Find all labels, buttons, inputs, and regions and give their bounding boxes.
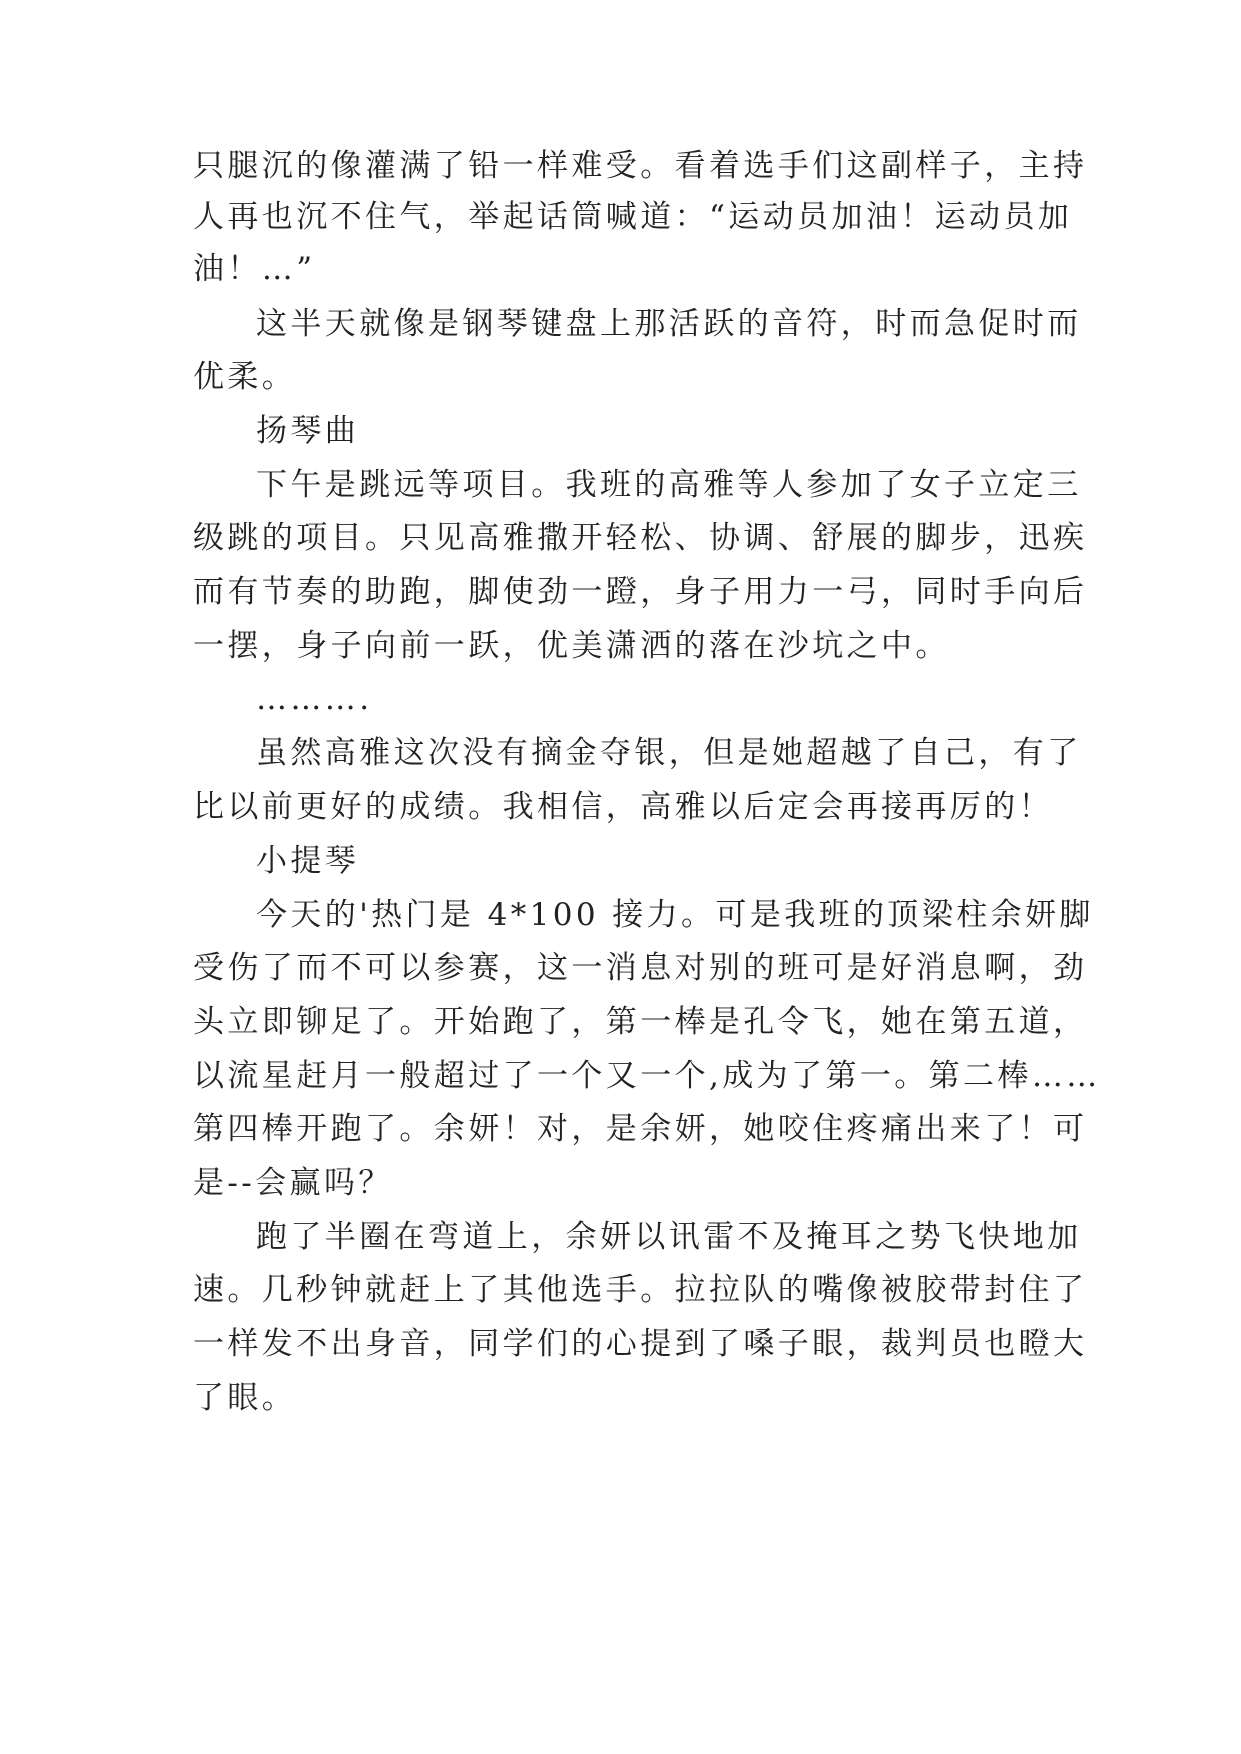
section-heading: 小提琴 (256, 843, 360, 879)
text-line: 是--会赢吗？ (193, 1165, 393, 1201)
text-line: 优柔。 (193, 359, 297, 395)
text-line: 而有节奏的助跑，脚使劲一蹬，身子用力一弓，同时手向后 (193, 574, 1088, 610)
text-line: 了眼。 (193, 1380, 297, 1416)
paragraph-first-line: 今天的'热门是 4*100 接力。可是我班的顶梁柱余妍脚 (256, 897, 1094, 933)
paragraph-first-line: 这半天就像是钢琴键盘上那活跃的音符，时而急促时而 (256, 306, 1082, 342)
section-heading: 扬琴曲 (256, 413, 360, 449)
text-line: 比以前更好的成绩。我相信，高雅以后定会再接再厉的！ (193, 789, 1053, 825)
text-line: 级跳的项目。只见高雅撒开轻松、协调、舒展的脚步，迅疾 (193, 520, 1088, 556)
text-line: 一样发不出身音，同学们的心提到了嗓子眼，裁判员也瞪大 (193, 1326, 1088, 1362)
text-line: 只腿沉的像灌满了铅一样难受。看着选手们这副样子，主持 (193, 148, 1088, 184)
paragraph-first-line: 虽然高雅这次没有摘金夺银，但是她超越了自己，有了 (256, 735, 1082, 771)
text-line: 速。几秒钟就赶上了其他选手。拉拉队的嘴像被胶带封住了 (193, 1272, 1088, 1308)
text-line: 油！…” (193, 251, 316, 287)
paragraph-first-line: 下午是跳远等项目。我班的高雅等人参加了女子立定三 (256, 467, 1082, 503)
text-line: 受伤了而不可以参赛，这一消息对别的班可是好消息啊，劲 (193, 950, 1088, 986)
ellipsis-line: ………. (256, 681, 373, 717)
text-line: 人再也沉不住气，举起话筒喊道：“运动员加油！运动员加 (193, 199, 1073, 235)
paragraph-first-line: 跑了半圈在弯道上，余妍以讯雷不及掩耳之势飞快地加 (256, 1219, 1082, 1255)
text-line: 以流星赶月一般超过了一个又一个,成为了第一。第二棒…… (193, 1058, 1101, 1094)
text-line: 头立即铆足了。开始跑了，第一棒是孔令飞，她在第五道， (193, 1004, 1088, 1040)
text-line: 一摆，身子向前一跃，优美潇洒的落在沙坑之中。 (193, 628, 950, 664)
text-line: 第四棒开跑了。余妍！对，是余妍，她咬住疼痛出来了！可 (193, 1111, 1088, 1147)
